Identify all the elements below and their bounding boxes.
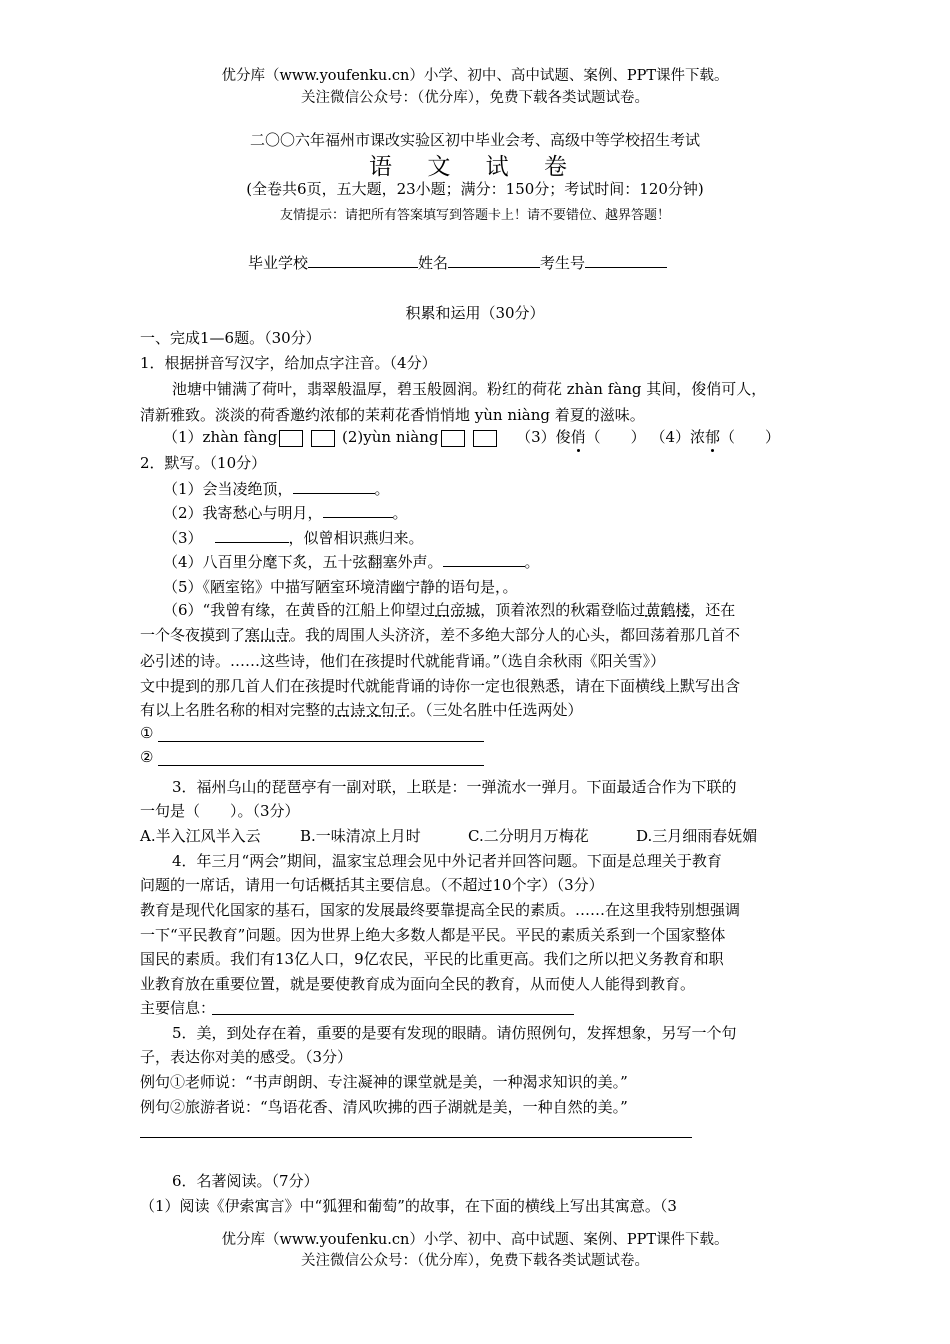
- name-field[interactable]: [448, 252, 540, 268]
- q1-answer-box[interactable]: [441, 430, 465, 447]
- exam-subtitle: 二〇〇六年福州市课改实验区初中毕业会考、高级中等学校招生考试: [249, 131, 700, 149]
- q3-option-b[interactable]: B.一味清凉上月时: [300, 827, 421, 845]
- footer-line-1: 优分库（www.youfenku.cn）小学、初中、高中试题、案例、PPT课件下载。: [221, 1232, 729, 1248]
- q1-item-3-blank[interactable]: （ ）: [585, 428, 646, 446]
- q2-item-6-line-2: [140, 624, 740, 645]
- q1-item-3: （3）俊: [516, 428, 571, 446]
- q2-item-6-line-1: [163, 599, 735, 620]
- part-heading: 一、完成1—6题。（30分）: [140, 329, 321, 347]
- q4-stem-line-2: 问题的一席话，请用一句话概括其主要信息。（不超过10个字）（3分）: [140, 876, 604, 894]
- section-title: 积累和运用（30分）: [405, 304, 545, 322]
- q1-stem: 1．根据拼音写汉字，给加点字注音。（4分）: [140, 354, 437, 372]
- school-field[interactable]: [308, 252, 418, 268]
- q4-answer-label: 主要信息：: [140, 999, 216, 1017]
- q2-answer-line-2[interactable]: [158, 765, 484, 766]
- header-line-2: 关注微信公众号：（优分库），免费下载各类试题试卷。: [301, 90, 649, 106]
- q2-item-text: （1）会当凌绝顶，: [163, 480, 293, 498]
- q1-answer-row: [163, 426, 780, 447]
- q2-item-6-line-4: 文中提到的那几首人们在孩提时代就能背诵的诗你一定也很熟悉，请在下面横线上默写出含: [140, 677, 741, 695]
- q1-dotted-char: 郁: [704, 428, 720, 446]
- dotted-place-name: 白帝城: [435, 601, 481, 619]
- q1-item-2: (2)yùn niàng: [342, 428, 439, 446]
- q2-item-1: [163, 478, 390, 499]
- text: （6）“我曾有缘，在黄昏的江船上仰望过: [163, 601, 436, 619]
- q1-dotted-char: 俏: [570, 428, 586, 446]
- q3-option-c[interactable]: C.二分明月万梅花: [468, 827, 589, 845]
- footer-line-2: 关注微信公众号：（优分库），免费下载各类试题试卷。: [301, 1253, 649, 1269]
- q5-example-2: 例句②旅游者说：“鸟语花香、清风吹拂的西子湖就是美，一种自然的美。”: [140, 1098, 628, 1116]
- q2-item-2: [163, 502, 408, 523]
- id-field[interactable]: [585, 252, 667, 268]
- q1-passage-line-1: 池塘中铺满了荷叶，翡翠般温厚，碧玉般圆润。粉红的荷花 zhàn fàng 其间，俊俏可人，: [172, 380, 767, 398]
- exam-title: 语 文 试 卷: [369, 154, 581, 180]
- school-label: 毕业学校: [248, 254, 309, 272]
- q6-item-1: （1）阅读《伊索寓言》中“狐狸和葡萄”的故事，在下面的横线上写出其寓意。（3: [140, 1197, 677, 1215]
- text: 一个冬夜摸到了: [140, 626, 246, 644]
- q2-item-6-line-5: [140, 699, 583, 720]
- student-info-fields: [248, 252, 667, 273]
- q1-answer-box[interactable]: [279, 430, 303, 447]
- q4-passage-line-3: 国民的素质。我们有13亿人口，9亿农民，平民的比重更高。我们之所以把义务教育和职: [140, 950, 724, 968]
- id-label: 考生号: [540, 254, 586, 272]
- answer-blank[interactable]: [443, 551, 525, 567]
- q4-passage-line-4: 业教育放在重要位置，就是要使教育成为面向全民的教育，从而使人人能得到教育。: [140, 975, 696, 993]
- q2-item-text: （2）我寄愁心与明月，: [163, 504, 323, 522]
- text: ，还在: [690, 601, 736, 619]
- text: 。（三处名胜中任选两处）: [410, 701, 583, 719]
- q2-answer-marker-2: ②: [140, 748, 154, 766]
- q2-item-4: [163, 551, 540, 572]
- q2-item-6-line-3: 必引述的诗。……这些诗，他们在孩提时代就能背诵。”（选自余秋雨《阳关雪》）: [140, 652, 666, 670]
- q2-item-text: （4）八百里分麾下炙，五十弦翻塞外声。: [163, 553, 443, 571]
- q2-item-end: 。: [392, 504, 408, 522]
- q5-stem-line-1: 5．美，到处存在着，重要的是要有发现的眼睛。请仿照例句，发挥想象，另写一个句: [172, 1024, 737, 1042]
- q2-item-end: 。: [374, 480, 390, 498]
- q1-passage-line-2: 清新雅致。淡淡的荷香邀约浓郁的茉莉花香悄悄地 yùn niàng 着夏的滋味。: [140, 406, 645, 424]
- q3-stem-line-1: 3．福州乌山的琵琶亭有一副对联，上联是：一弹流水一弹月。下面最适合作为下联的: [172, 778, 737, 796]
- header-line-1: 优分库（www.youfenku.cn）小学、初中、高中试题、案例、PPT课件下载。: [221, 68, 729, 84]
- answer-blank[interactable]: [215, 527, 289, 543]
- q2-item-5: （5）《陋室铭》中描写陋室环境清幽宁静的语句是，。: [163, 578, 518, 596]
- dotted-phrase: 古诗文句子: [335, 701, 411, 719]
- answer-blank[interactable]: [293, 478, 375, 494]
- q3-stem-line-2: 一句是（ ）。（3分）: [140, 802, 300, 820]
- text: 。我的周围人头济济，差不多绝大部分人的心头，都回荡着那几首不: [290, 626, 741, 644]
- q5-answer-line[interactable]: [140, 1137, 692, 1138]
- q1-item-1: （1）zhàn fàng: [163, 428, 278, 446]
- dotted-place-name: 黄鹤楼: [645, 601, 691, 619]
- dotted-place-name: 寒山寺: [245, 626, 291, 644]
- q1-answer-box[interactable]: [311, 430, 335, 447]
- q2-item-end: 。: [524, 553, 540, 571]
- q1-item-4-blank[interactable]: （ ）: [720, 428, 781, 446]
- q4-stem-line-1: 4．年三月“两会”期间，温家宝总理会见中外记者并回答问题。下面是总理关于教育: [172, 852, 722, 870]
- q3-option-a[interactable]: A.半入江风半入云: [140, 827, 261, 845]
- answer-blank[interactable]: [323, 502, 393, 518]
- q4-passage-line-2: 一下“平民教育”问题。因为世界上绝大多数人都是平民。平民的素质关系到一个国家整体: [140, 926, 726, 944]
- q2-stem: 2．默写。（10分）: [140, 454, 267, 472]
- q1-answer-box[interactable]: [473, 430, 497, 447]
- q2-answer-line-1[interactable]: [158, 741, 484, 742]
- q1-item-4: （4）浓: [650, 428, 705, 446]
- q5-stem-line-2: 子，表达你对美的感受。（3分）: [140, 1048, 353, 1066]
- q6-stem: 6．名著阅读。（7分）: [172, 1172, 319, 1190]
- text: 有以上名胜名称的相对完整的: [140, 701, 336, 719]
- q4-passage-line-1: 教育是现代化国家的基石，国家的发展最终要靠提高全民的素质。……在这里我特别想强调: [140, 901, 741, 919]
- q2-item-text: （3）: [163, 529, 203, 547]
- q3-option-d[interactable]: D.三月细雨春妩媚: [636, 827, 758, 845]
- q2-answer-marker-1: ①: [140, 724, 154, 742]
- q2-item-3: [163, 527, 424, 548]
- q4-answer-line[interactable]: [212, 1014, 574, 1015]
- exam-info: (全卷共6页，五大题，23小题；满分：150分；考试时间：120分钟): [246, 180, 704, 198]
- q2-item-end: ，似曾相识燕归来。: [288, 529, 424, 547]
- exam-tip: 友情提示：请把所有答案填写到答题卡上！请不要错位、越界答题！: [279, 208, 670, 223]
- q5-example-1: 例句①老师说：“书声朗朗、专注凝神的课堂就是美，一种渴求知识的美。”: [140, 1073, 628, 1091]
- name-label: 姓名: [418, 254, 449, 272]
- text: ，顶着浓烈的秋霜登临过: [480, 601, 646, 619]
